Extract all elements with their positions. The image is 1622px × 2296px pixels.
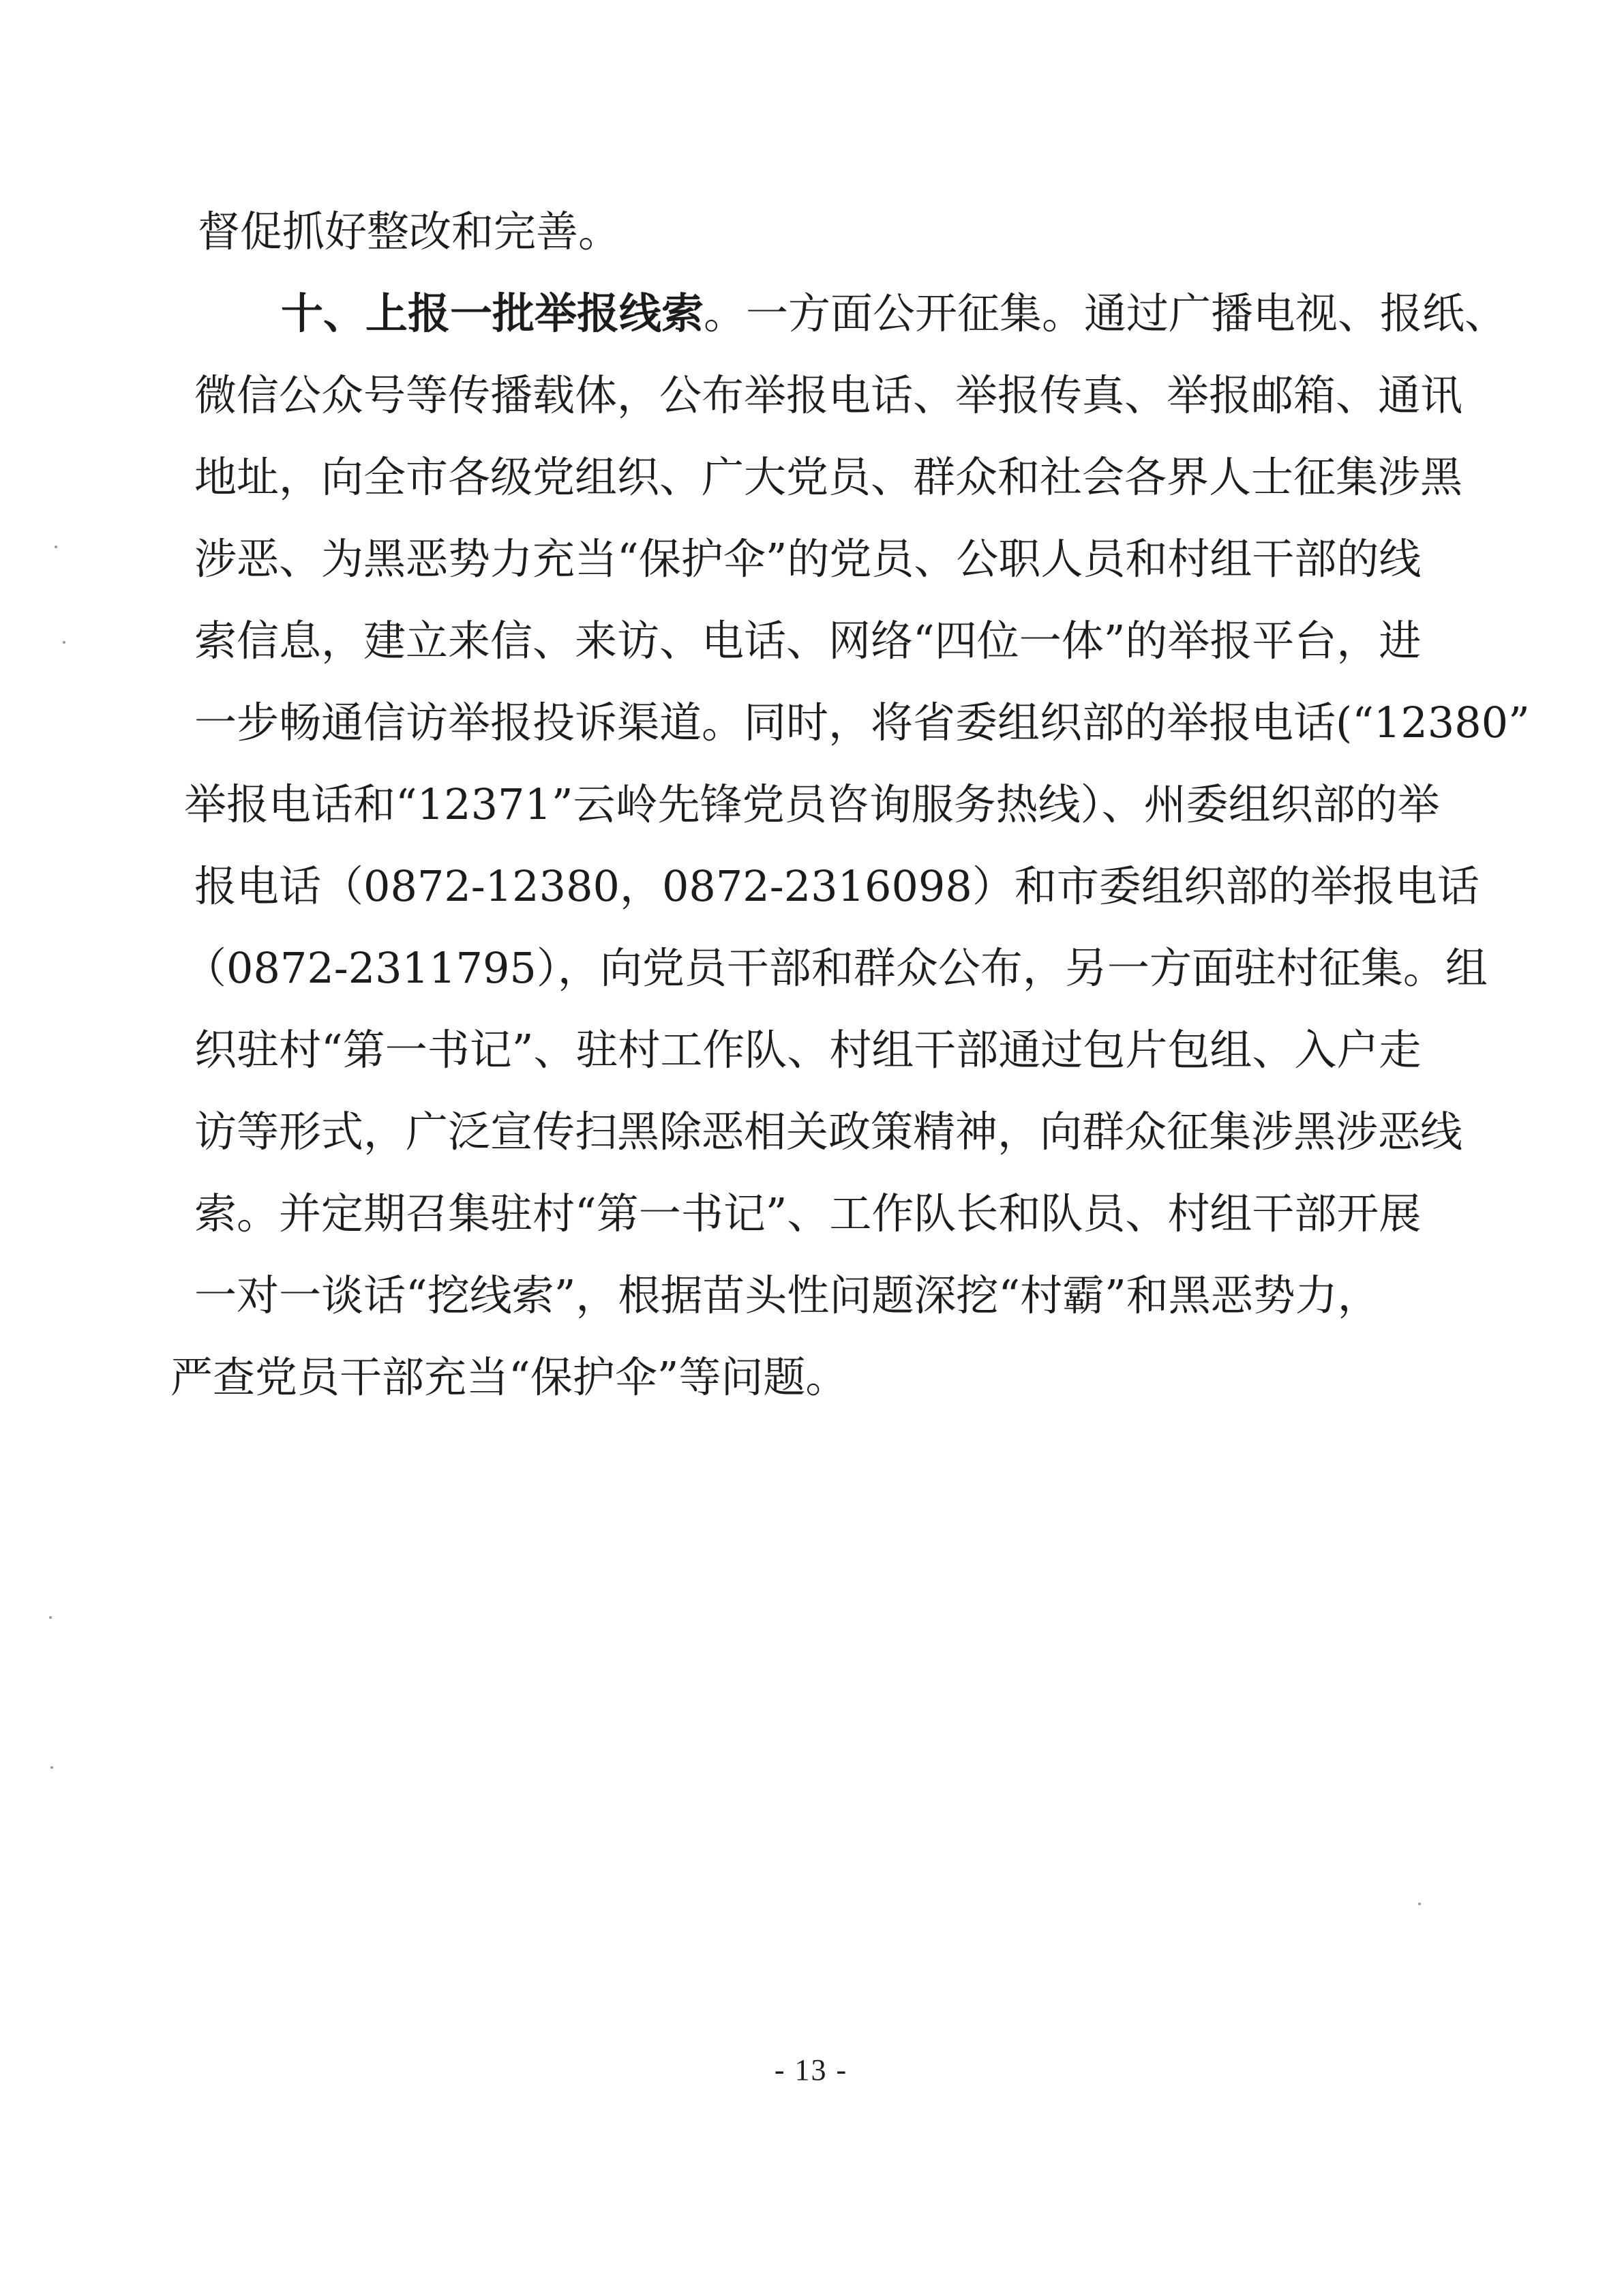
paragraph-line: （0872-2311795），向党员干部和群众公布，另一方面驻村征集。组 — [184, 943, 1488, 993]
paragraph-line: 。一方面公开征集。通过广播电视、报纸、 — [704, 288, 1507, 338]
paragraph-line: 督促抓好整改和完善。 — [198, 207, 621, 256]
scan-artifact — [50, 1766, 53, 1769]
page-number: - 13 - — [774, 2053, 848, 2087]
paragraph-line: 地址，向全市各级党组织、广大党员、群众和社会各界人士征集涉黑 — [194, 452, 1463, 502]
paragraph-line: 访等形式，广泛宣传扫黑除恶相关政策精神，向群众征集涉黑涉恶线 — [194, 1107, 1463, 1157]
paragraph-line: 严查党员干部充当“保护伞”等问题。 — [170, 1352, 848, 1402]
paragraph-line: 一步畅通信访举报投诉渠道。同时，将省委组织部的举报电话(“12380” — [194, 698, 1530, 747]
section-heading-title: 十、上报一批举报线索 — [281, 288, 704, 338]
scan-artifact — [55, 546, 57, 548]
paragraph-line: 微信公众号等传播载体，公布举报电话、举报传真、举报邮箱、通讯 — [194, 370, 1463, 420]
paragraph-line: 织驻村“第一书记”、驻村工作队、村组干部通过包片包组、入户走 — [194, 1025, 1422, 1075]
paragraph-line: 一对一谈话“挖线索”，根据苗头性问题深挖“村霸”和黑恶势力， — [194, 1270, 1380, 1320]
paragraph-line: 索信息，建立来信、来访、电话、网络“四位一体”的举报平台，进 — [194, 616, 1422, 666]
scan-artifact — [63, 641, 65, 644]
scan-artifact — [49, 1616, 52, 1619]
paragraph-line: 举报电话和“12371”云岭先锋党员咨询服务热线）、州委组织部的举 — [184, 779, 1440, 829]
section-heading — [281, 286, 1507, 341]
paragraph-line: 涉恶、为黑恶势力充当“保护伞”的党员、公职人员和村组干部的线 — [194, 534, 1422, 584]
paragraph-line: 索。并定期召集驻村“第一书记”、工作队长和队员、村组干部开展 — [194, 1189, 1422, 1238]
scan-artifact — [1418, 1903, 1421, 1905]
paragraph-line: 报电话（0872-12380，0872-2316098）和市委组织部的举报电话 — [194, 861, 1480, 911]
